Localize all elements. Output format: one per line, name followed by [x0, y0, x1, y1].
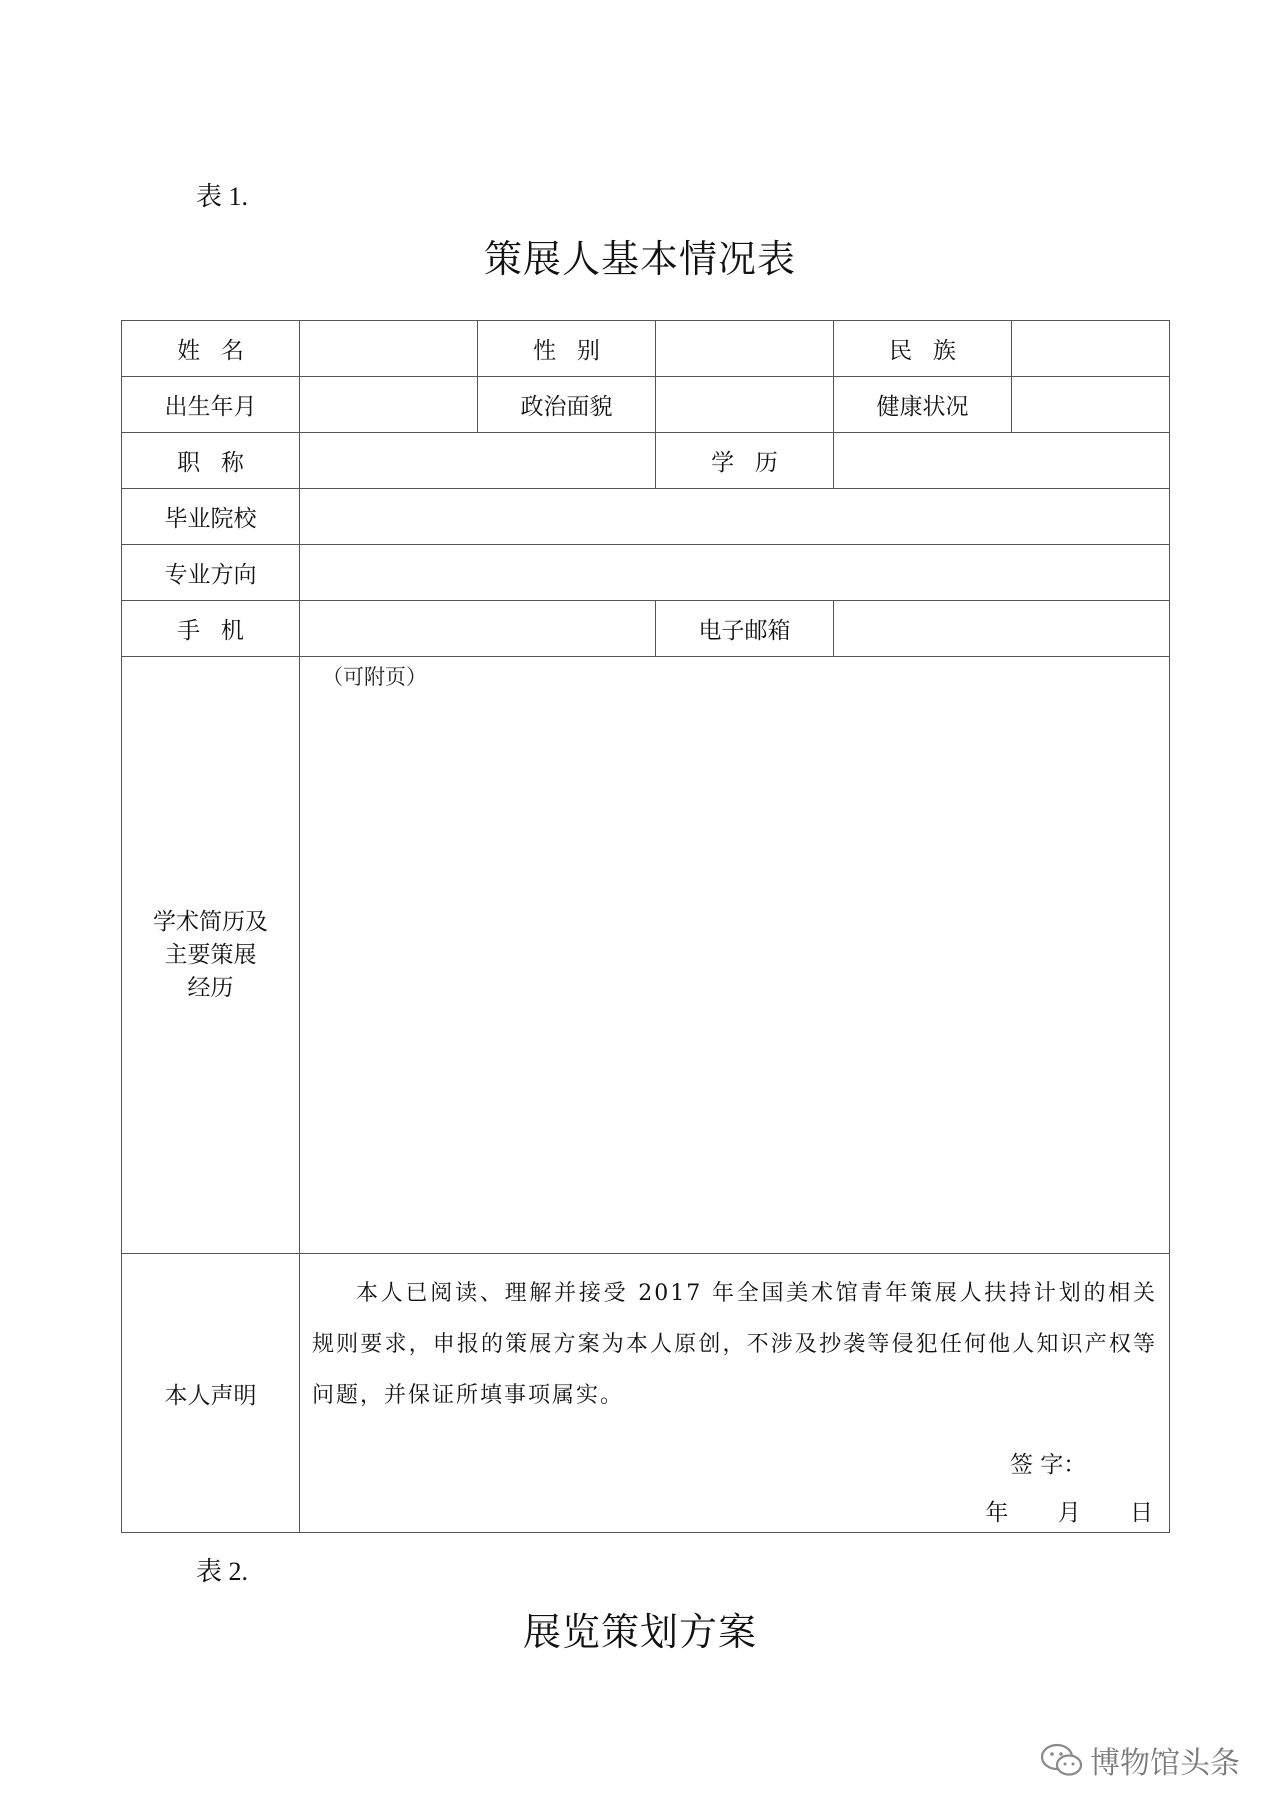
resume-label-line2: 主要策展: [164, 941, 257, 968]
resume-label: [122, 657, 300, 1254]
health-label: 健康状况: [834, 377, 1012, 433]
email-field[interactable]: [834, 601, 1170, 657]
table1-caption: 表 1.: [196, 182, 249, 211]
table1-title: 策展人基本情况表: [483, 237, 796, 281]
gender-label: 性别: [478, 321, 656, 377]
watermark: [1040, 1738, 1240, 1782]
date-year: 年: [985, 1500, 1009, 1526]
title-field[interactable]: [300, 433, 656, 489]
date-month: 月: [1057, 1500, 1081, 1526]
resume-field[interactable]: [300, 657, 1170, 1254]
education-label: 学历: [656, 433, 834, 489]
signature-label[interactable]: 签 字：: [1010, 1452, 1087, 1478]
school-label: 毕业院校: [122, 489, 300, 545]
declaration-text: 本人已阅读、理解并接受 2017 年全国美术馆青年策展人扶持计划的相关规则要求，申报的策展方案为本人原创，不涉及抄袭等侵犯任何他人知识产权等问题，并保证所填事项属实。: [312, 1281, 1157, 1408]
ethnicity-label: 民族: [834, 321, 1012, 377]
wechat-icon: [1040, 1742, 1084, 1778]
birth-label: 出生年月: [122, 377, 300, 433]
date-line[interactable]: [943, 1494, 1153, 1527]
watermark-text: 博物馆头条: [1090, 1746, 1240, 1781]
table2-caption: 表 2.: [196, 1557, 249, 1586]
political-label: 政治面貌: [478, 377, 656, 433]
date-day: 日: [1130, 1500, 1153, 1526]
phone-field[interactable]: [300, 601, 656, 657]
email-label: 电子邮箱: [656, 601, 834, 657]
school-field[interactable]: [300, 489, 1170, 545]
curator-info-table: [121, 320, 1170, 1533]
ethnicity-field[interactable]: [1012, 321, 1170, 377]
major-field[interactable]: [300, 545, 1170, 601]
resume-label-line1: 学术简历及: [153, 908, 268, 935]
attach-note: （可附页）: [322, 665, 427, 689]
political-field[interactable]: [656, 377, 834, 433]
phone-label: 手机: [122, 601, 300, 657]
resume-label-line3: 经历: [187, 974, 234, 1001]
major-label: 专业方向: [122, 545, 300, 601]
declaration-cell: [300, 1254, 1170, 1533]
name-field[interactable]: [300, 321, 478, 377]
gender-field[interactable]: [656, 321, 834, 377]
name-label: 姓名: [122, 321, 300, 377]
education-field[interactable]: [834, 433, 1170, 489]
health-field[interactable]: [1012, 377, 1170, 433]
birth-field[interactable]: [300, 377, 478, 433]
title-label: 职称: [122, 433, 300, 489]
table2-title: 展览策划方案: [522, 1610, 757, 1654]
declaration-label: 本人声明: [122, 1254, 300, 1533]
